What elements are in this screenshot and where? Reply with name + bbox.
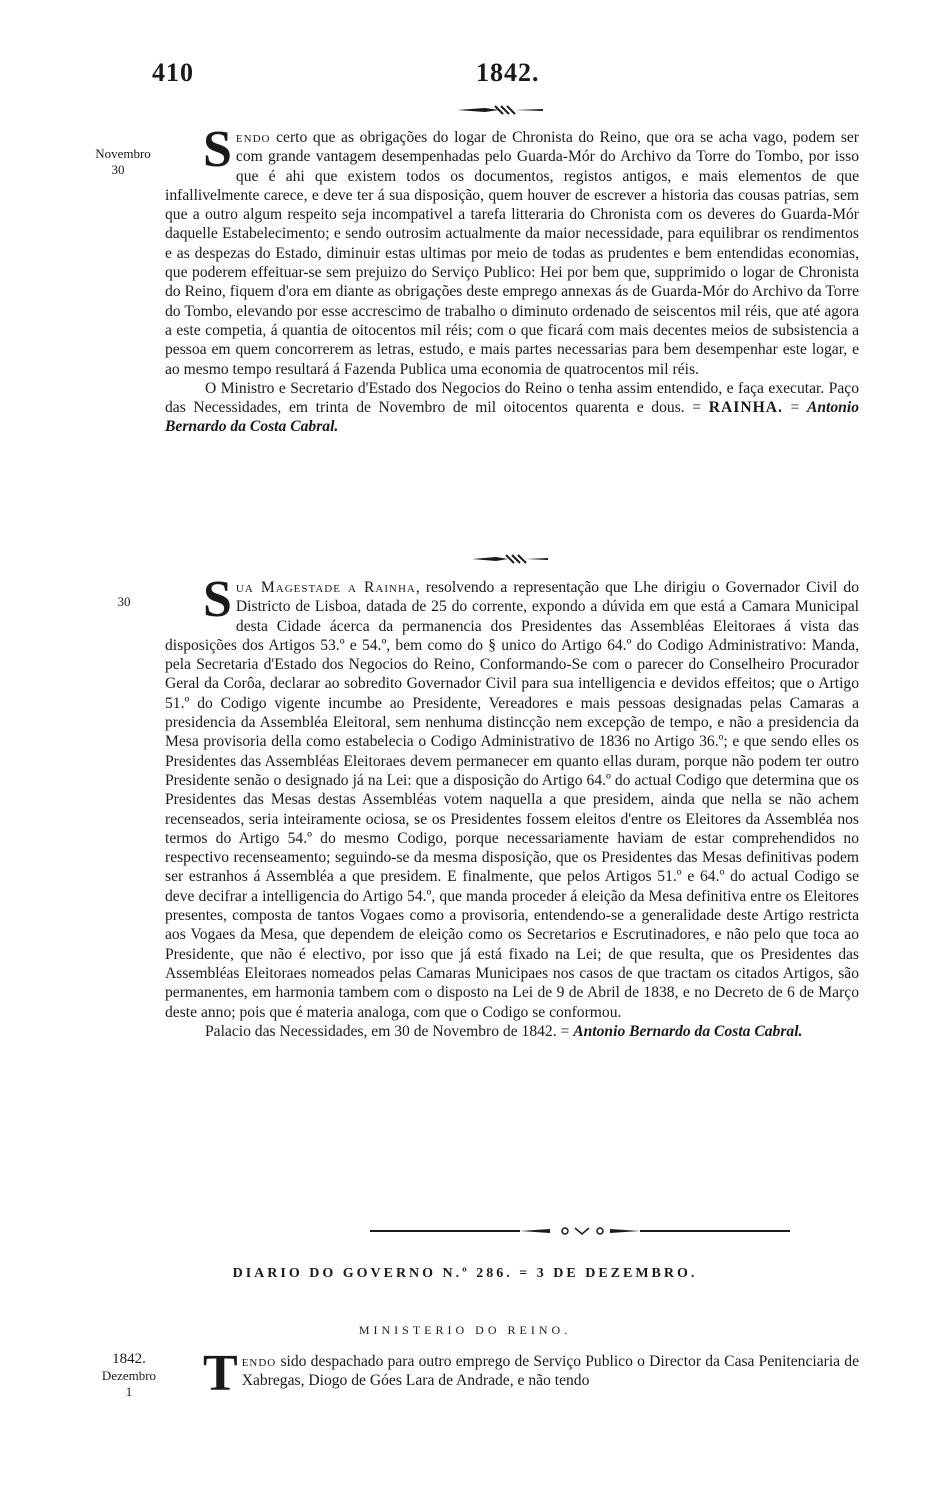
decree-assembleas: [165, 571, 859, 1041]
margin-date-year: 1842.: [112, 1351, 146, 1367]
opening-word: endo: [235, 129, 271, 146]
margin-date-month: Dezembro: [101, 1368, 157, 1383]
page-year: 1842.: [476, 58, 540, 87]
signature-rainha: RAINHA.: [708, 399, 783, 417]
drop-cap: T: [203, 1345, 238, 1402]
margin-date-day: 30: [111, 162, 125, 177]
signature-minister: Antonio Bernardo da Costa Cabral.: [573, 1022, 803, 1040]
ornament-divider: [455, 104, 545, 118]
decree-closing-text: Palacio das Necessidades, em 30 de Novembro de 1842. =: [205, 1022, 574, 1040]
decree-chronista: [165, 121, 859, 437]
decree-body-text: certo que as obrigações do logar de Chronista do Reino, que ora se acha vago, podem ser com grande vantagem desempenhadas pelo Guarda-Mór do Archivo da Torre do Tombo, por isso que é ahi que existem todos os documentos, registos antigos, e mais elementos de que infallivelmente carece, e deve ter á sua disposição, quem houver de escrever a historia das cousas patrias, sem que a outro algum respeito seja incompativel a tarefa litteraria do Chronista com os deveres do Guarda-Mór daquelle Estabelecimento; e sendo outrosim actualmente da maior necessidade, para equilibrar os rendimentos e as despezas do Estado, diminuir estas ultimas por meio de todas as prudentes e bem entendidas economias, que poderem effeituar-se sem prejuizo do Serviço Publico: Hei por bem que, supprimido o logar de Chronista do Reino, fiquem d'ora em diante as obrigações deste emprego annexas ás de Guarda-Mór do Archivo da Torre do Tombo, elevando por esse accrescimo de trabalho o diminuto ordenado de seiscentos mil réis, que até agora a este competia, á quantia de oitocentos mil réis; com o que ficará com mais decentes meios de subsistencia a pessoa em quem concorrerem as letras, estudo, e mais partes necessarias para bem desempenhar este logar, e ao mesmo tempo resultará á Fazenda Publica uma economia de quatrocentos mil réis.: [165, 129, 859, 378]
page-number: 410: [152, 58, 194, 87]
drop-cap: S: [203, 121, 232, 178]
section-heading-diario: DIARIO DO GOVERNO N.º 286. = 3 DE DEZEMBRO.: [232, 1266, 698, 1281]
opening-word: endo: [241, 1353, 277, 1370]
section-heading-ministerio: MINISTERIO DO REINO.: [358, 1323, 572, 1337]
section-rule: [370, 1224, 790, 1230]
decree-body-text: sido despachado para outro emprego de Serviço Publico o Director da Casa Penitenciaria de Xabregas, Diogo de Góes Lara de Andrade, e não tendo: [241, 1353, 859, 1390]
drop-cap: S: [203, 571, 232, 628]
margin-date-day: 1: [125, 1384, 133, 1399]
opening-word: ua Magestade a Rainha: [235, 579, 416, 596]
decree-penitenciaria: [165, 1345, 859, 1402]
decree-body-text: , resolvendo a representação que Lhe dirigiu o Governador Civil do Districto de Lisboa, datada de 25 do corrente, expondo a dúvida em que está a Camara Municipal desta Cidade ácerca da permanencia dos Presidentes das Assembléas Eleitoraes á vista das disposições dos Artigos 53.º e 54.º, bem como do § unico do Artigo 64.º do Codigo Administrativo: Manda, pela Secretaria d'Estado dos Negocios do Reino, Conformando-Se com o parecer do Conselheiro Procurador Geral da Corôa, declarar ao sobredito Governador Civil para sua intelligencia e devidos effeitos; que o Artigo 51.º do Codigo vigente incumbe ao Presidente, Vereadores e mais pessoas designadas pelas Camaras a presidencia da Assembléa Eleitoral, sem nenhuma distincção nem excepção de tempo, e não a presidencia da Mesa provisoria della como estabelecia o Codigo Administrativo de 1836 no Artigo 36.º; e que sendo elles os Presidentes das Assembléas Eleitoraes devem permanecer em quanto ellas duram, porque não podem ter outro Presidente senão o designado já na Lei: que a disposição do Artigo 64.º do actual Codigo que determina que os Presidentes das Mesas destas Assembléas votem naquella a que presidem, ainda que nella se não achem recenseados, seria inteiramente ociosa, se os Presidentes fossem eleitos d'entre os Eleitores da Assembléa nos termos do Artigo 54.º do mesmo Codigo, porque necessariamente haviam de estar comprehendidos no respectivo recenseamento; seguindo-se da mesma disposição, que os Presidentes das Mesas definitivas podem ser estranhos á Assembléa a que presidem. E finalmente, que pelos Artigos 51.º e 64.º do actual Codigo se deve decifrar a intelligencia do Artigo 54.º, que manda proceder á eleição da Mesa definitiva entre os Eleitores presentes, composta de tantos Vogaes como a provisoria, entendendo-se a generalidade deste Artigo restricta aos Vogaes da Mesa, que dependem de eleição como os Secretarios e Escrutinadores, e não pelo que toca ao Presidente, que não é electivo, por isso que já está fixado na Lei; de que resulta, que os Presidentes das Assembléas Eleitoraes nomeados pelas Camaras Municipaes nos casos de que tractam os citados Artigos, são permanentes, em harmonia tambem com o disposto na Lei de 9 de Abril de 1838, e no Decreto de 6 de Março deste anno; pois que é materia analoga, com que o Codigo se conformou.: [165, 579, 859, 1021]
decree-closing-text: O Ministro e Secretario d'Estado dos Negocios do Reino o tenha assim entendido, e faça executar. Paço das Necessidades, em trinta de Novembro de mil oitocentos quarenta e dous. =: [165, 379, 859, 417]
signature-minister: Antonio Bernardo da Costa Cabral.: [165, 399, 859, 436]
signature-separator: =: [782, 399, 807, 417]
margin-date-month: Novembro: [95, 146, 151, 161]
ornament-divider: [470, 553, 550, 567]
margin-date-day: 30: [117, 594, 131, 609]
